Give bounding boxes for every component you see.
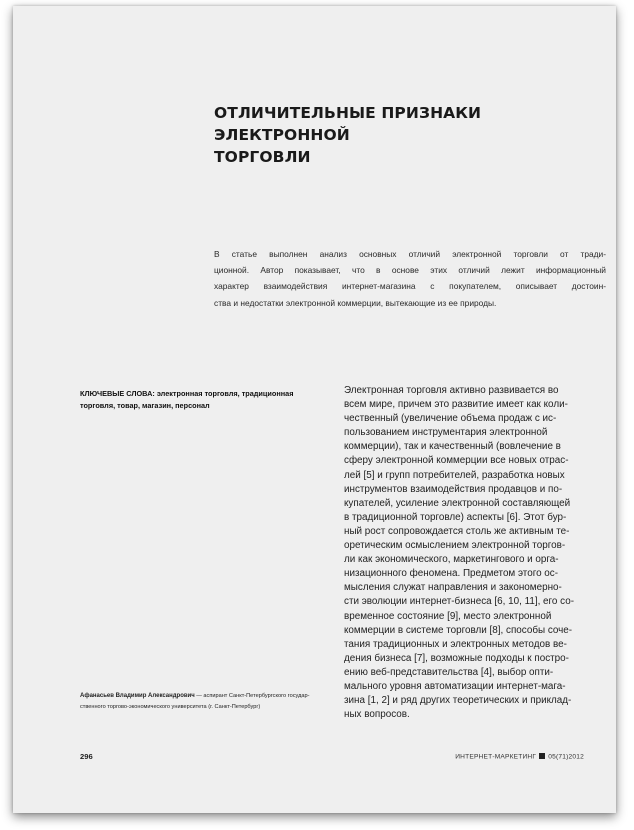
body-line: коммерции в системе торговли [8], способы соче- <box>344 624 573 636</box>
body-line: низационного феномена. Предметом этого ос- <box>344 568 559 580</box>
body-line: зина [1, 2] и ряд других теоретических и приклад- <box>344 695 572 707</box>
square-bullet-icon <box>539 753 545 759</box>
body-line: Электронная торговля активно развивается во <box>344 385 559 396</box>
body-line: дения бизнеса [7], возможные подходы к постро- <box>344 652 569 664</box>
body-line: в традиционной торговле) аспекты [6]. Этот бур- <box>344 511 567 523</box>
keywords-line: КЛЮЧЕВЫЕ СЛОВА: электронная торговля, традиционная <box>80 389 294 398</box>
body-line: инструментов взаимодействия продавцов и по- <box>344 483 563 495</box>
body-line: тания традиционных и электронных методов ве- <box>344 638 567 650</box>
issue-number: 05(71)2012 <box>548 753 584 761</box>
article-body <box>344 384 594 722</box>
body-line: ли как экономического, маркетингового и орга- <box>344 554 559 566</box>
body-line: сти эволюции интернет-бизнеса [6, 10, 11], его со- <box>344 596 574 608</box>
body-line: ению веб-представительства [4], выбор опти- <box>344 666 554 678</box>
body-line: оретическим осмыслением электронной торгов- <box>344 540 566 552</box>
title-line: ОТЛИЧИТЕЛЬНЫЕ ПРИЗНАКИ ЭЛЕКТРОННОЙ <box>214 104 482 144</box>
author-affiliation: — аспирант Санкт-Петербургского государ- <box>194 693 310 699</box>
body-line: лей [5] и групп потребителей, разработка новых <box>344 469 565 481</box>
body-line: чественный (увеличение объема продаж с ис- <box>344 413 557 425</box>
journal-page <box>13 6 616 813</box>
body-line: пользованием инструментария электронной <box>344 427 548 439</box>
body-line: временное состояние [9], место электронной <box>344 610 552 622</box>
body-line: ных вопросов. <box>344 709 410 721</box>
article-title <box>214 102 594 168</box>
author-line <box>80 691 350 702</box>
abstract-line: ства и недостатки электронной коммерции, вытекающие из ее природы. <box>214 297 497 308</box>
abstract <box>214 246 606 311</box>
page-number: 296 <box>80 752 93 761</box>
author-info <box>80 691 350 713</box>
body-line: мысления служат направления и закономерно- <box>344 582 562 594</box>
author-name: Афанасьев Владимир Александрович <box>80 693 195 699</box>
body-line: всем мире, причем это развитие имеет как коли- <box>344 399 568 411</box>
author-affiliation-cont: ственного торгово-экономического университета (г. Санкт-Петербург) <box>80 704 261 710</box>
body-line: купателей, усиление электронной составляющей <box>344 497 571 509</box>
keywords-line: торговля, товар, магазин, персонал <box>80 400 210 410</box>
keywords <box>80 388 325 411</box>
abstract-line: В статье выполнен анализ основных отличий электронной торговли от тради- <box>214 249 606 259</box>
abstract-line: характер взаимодействия интернет-магазина с покупателем, описывает достоин- <box>214 281 606 292</box>
journal-name: ИНТЕРНЕТ-МАРКЕТИНГ <box>455 753 537 761</box>
body-line: коммерции), так и качественный (вовлечение в <box>344 441 561 453</box>
body-line: сферу электронной коммерции все новых отрас- <box>344 455 569 467</box>
running-footer <box>455 753 584 761</box>
body-line: мального уровня автоматизации интернет-мага- <box>344 680 566 692</box>
abstract-line: ционной. Автор показывает, что в основе этих отличий лежит информационный <box>214 265 606 276</box>
body-line: ный рост сопровождается столь же активным те- <box>344 525 570 537</box>
title-line: ТОРГОВЛИ <box>214 148 311 166</box>
